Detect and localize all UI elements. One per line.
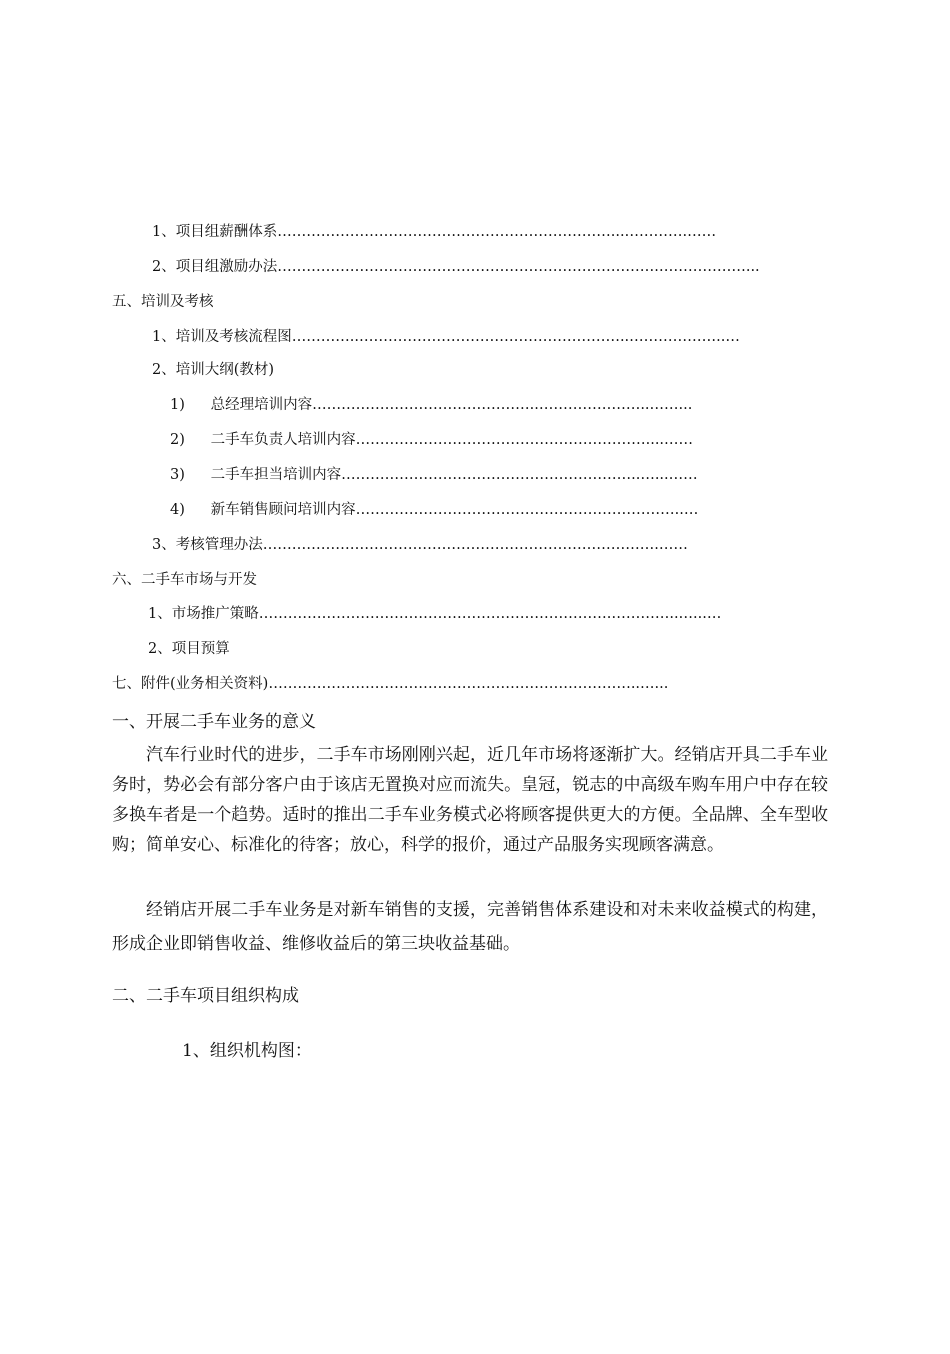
toc-subitem [170, 463, 810, 487]
toc-item-text: 1、培训及考核流程图…………..………………………………………………..………………..… [152, 329, 740, 345]
paragraph: 汽车行业时代的进步，二手车市场刚刚兴起，近几年市场将逐渐扩大。经销店开具二手车业务时，势必会有部分客户由于该店无置换对应而流失。皇冠，锐志的中高级车购车用户中存在较多换车者是一个趋势。适时的推出二手车业务模式必将顾客提供更大的方便。全品牌、全车型收购；简单安心、标准化的待客；放心，科学的报价，通过产品服务实现顾客满意。 [112, 745, 828, 855]
toc-item-text: 2、项目组激励办法…………………………………………………………………….………………... [152, 259, 760, 275]
toc-item-text: 新车销售顾问培训内容…………………………………………………………..… [210, 502, 699, 518]
toc-section-heading [112, 672, 802, 696]
toc-item [152, 533, 792, 557]
toc-item-text: 1、市场推广策略……………………………………………………………….…………..…...… [148, 606, 722, 622]
body-text [112, 740, 828, 860]
section-heading: 二、二手车项目组织构成 [112, 986, 299, 1006]
toc-item-text: 2、项目预算 [148, 641, 230, 657]
toc-item [148, 602, 812, 626]
toc-item-text: 七、附件(业务相关资料)…………………………………………………………………..…... [112, 676, 669, 692]
toc-subitem [170, 498, 810, 522]
toc-item [152, 220, 812, 244]
toc-subitem-number: 1) [170, 397, 185, 413]
toc-item-text: 2、培训大纲(教材) [152, 362, 275, 378]
toc-item-text: 五、培训及考核 [112, 294, 214, 310]
toc-subitem-number: 4) [170, 502, 185, 518]
toc-section-heading [112, 290, 812, 314]
toc-item [152, 358, 812, 382]
toc-item [152, 325, 812, 349]
toc-section-heading [112, 568, 812, 592]
toc-item-text: 二手车负责人培训内容……………………………………………………....…… [210, 432, 694, 448]
toc-item [152, 255, 812, 279]
toc-item-text: 1、项目组薪酬体系……………………………………………………………...………….…… [152, 224, 717, 240]
toc-subitem-number: 3) [170, 467, 185, 483]
toc-item-text: 总经理培训内容………………………………………..…………………..……... [210, 397, 693, 413]
section-heading: 一、开展二手车业务的意义 [112, 712, 316, 732]
toc-subitem [170, 428, 810, 452]
toc-subitem [170, 393, 810, 417]
paragraph: 经销店开展二手车业务是对新车销售的支援，完善销售体系建设和对未来收益模式的构建，形成企业即销售收益、维修收益后的第三块收益基础。 [112, 900, 828, 954]
toc-item [148, 637, 812, 661]
toc-item-text: 二手车担当培训内容……………………………………………………..…...…… [210, 467, 698, 483]
toc-item-text: 3、考核管理办法……………………………………………………………………….…… [152, 537, 688, 553]
subsection-heading: 1、组织机构图： [182, 1041, 312, 1061]
toc-subitem-number: 2) [170, 432, 185, 448]
body-text [112, 893, 828, 961]
toc-item-text: 六、二手车市场与开发 [112, 572, 257, 588]
